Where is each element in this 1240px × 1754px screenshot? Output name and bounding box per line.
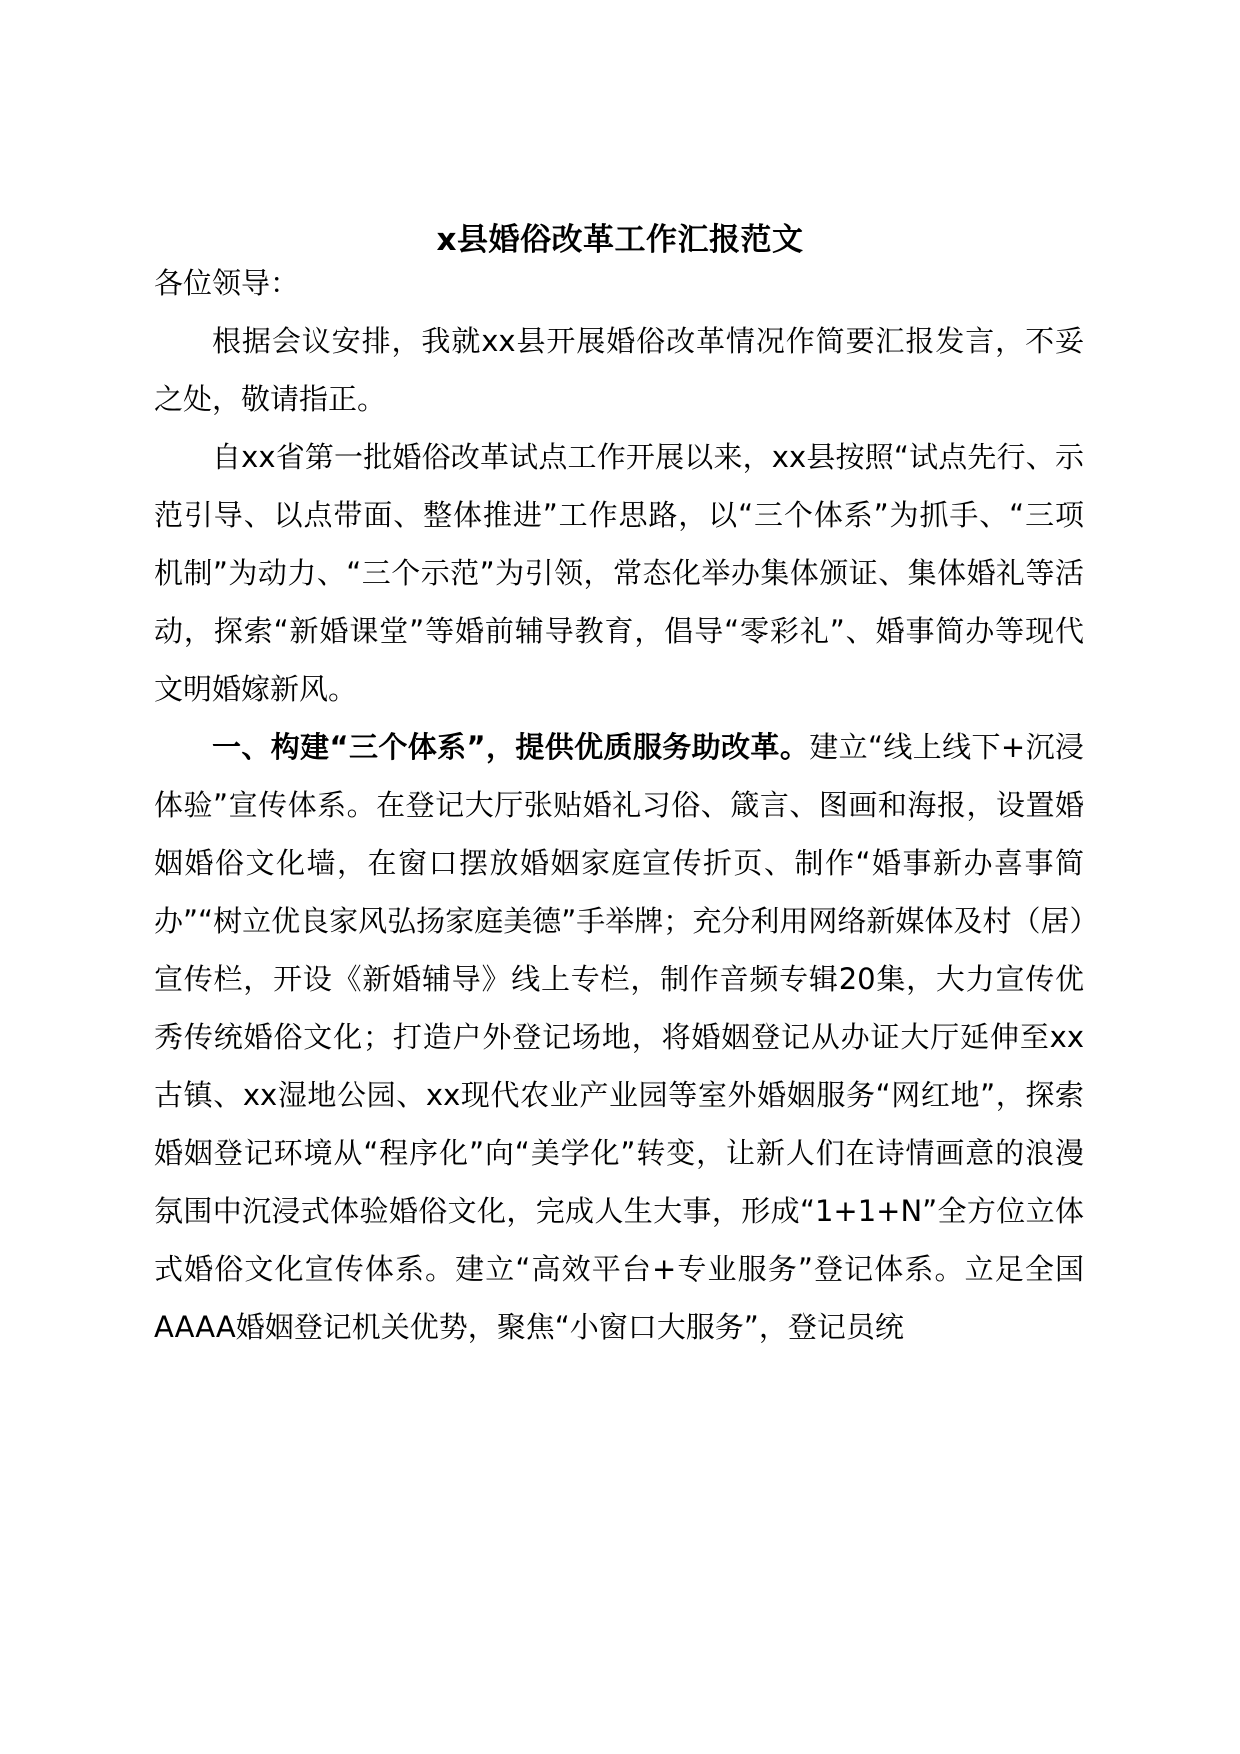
paragraph-section-1 — [154, 718, 1084, 1356]
document-title: x县婚俗改革工作汇报范文 — [436, 222, 804, 258]
section-heading: 一、构建“三个体系”，提供优质服务助改革。 — [212, 730, 810, 764]
paragraph-opening: 根据会议安排，我就xx县开展婚俗改革情况作简要汇报发言，不妥之处，敬请指正。 — [154, 324, 1084, 416]
section-body: 建立“线上线下+沉浸体验”宣传体系。在登记大厅张贴婚礼习俗、箴言、图画和海报，设置婚姻婚俗文化墙，在窗口摆放婚姻家庭宣传折页、制作“婚事新办喜事简办”“树立优良家风弘扬家庭美德”手举牌；充分利用网络新媒体及村（居）宣传栏，开设《新婚辅导》线上专栏，制作音频专辑20集，大力宣传优秀传统婚俗文化；打造户外登记场地，将婚姻登记从办证大厅延伸至xx古镇、xx湿地公园、xx现代农业产业园等室外婚姻服务“网红地”，探索婚姻登记环境从“程序化”向“美学化”转变，让新人们在诗情画意的浪漫氛围中沉浸式体验婚俗文化，完成人生大事，形成“1+1+N”全方位立体式婚俗文化宣传体系。建立“高效平台+专业服务”登记体系。立足全国AAAA婚姻登记机关优势，聚焦“小窗口大服务”，登记员统 — [154, 730, 1084, 1344]
paragraph-overview: 自xx省第一批婚俗改革试点工作开展以来，xx县按照“试点先行、示范引导、以点带面、整体推进”工作思路，以“三个体系”为抓手、“三项机制”为动力、“三个示范”为引领，常态化举办集体颁证、集体婚礼等活动，探索“新婚课堂”等婚前辅导教育，倡导“零彩礼”、婚事简办等现代文明婚嫁新风。 — [154, 440, 1084, 706]
document-body — [154, 254, 1084, 1356]
salutation: 各位领导： — [154, 266, 300, 300]
